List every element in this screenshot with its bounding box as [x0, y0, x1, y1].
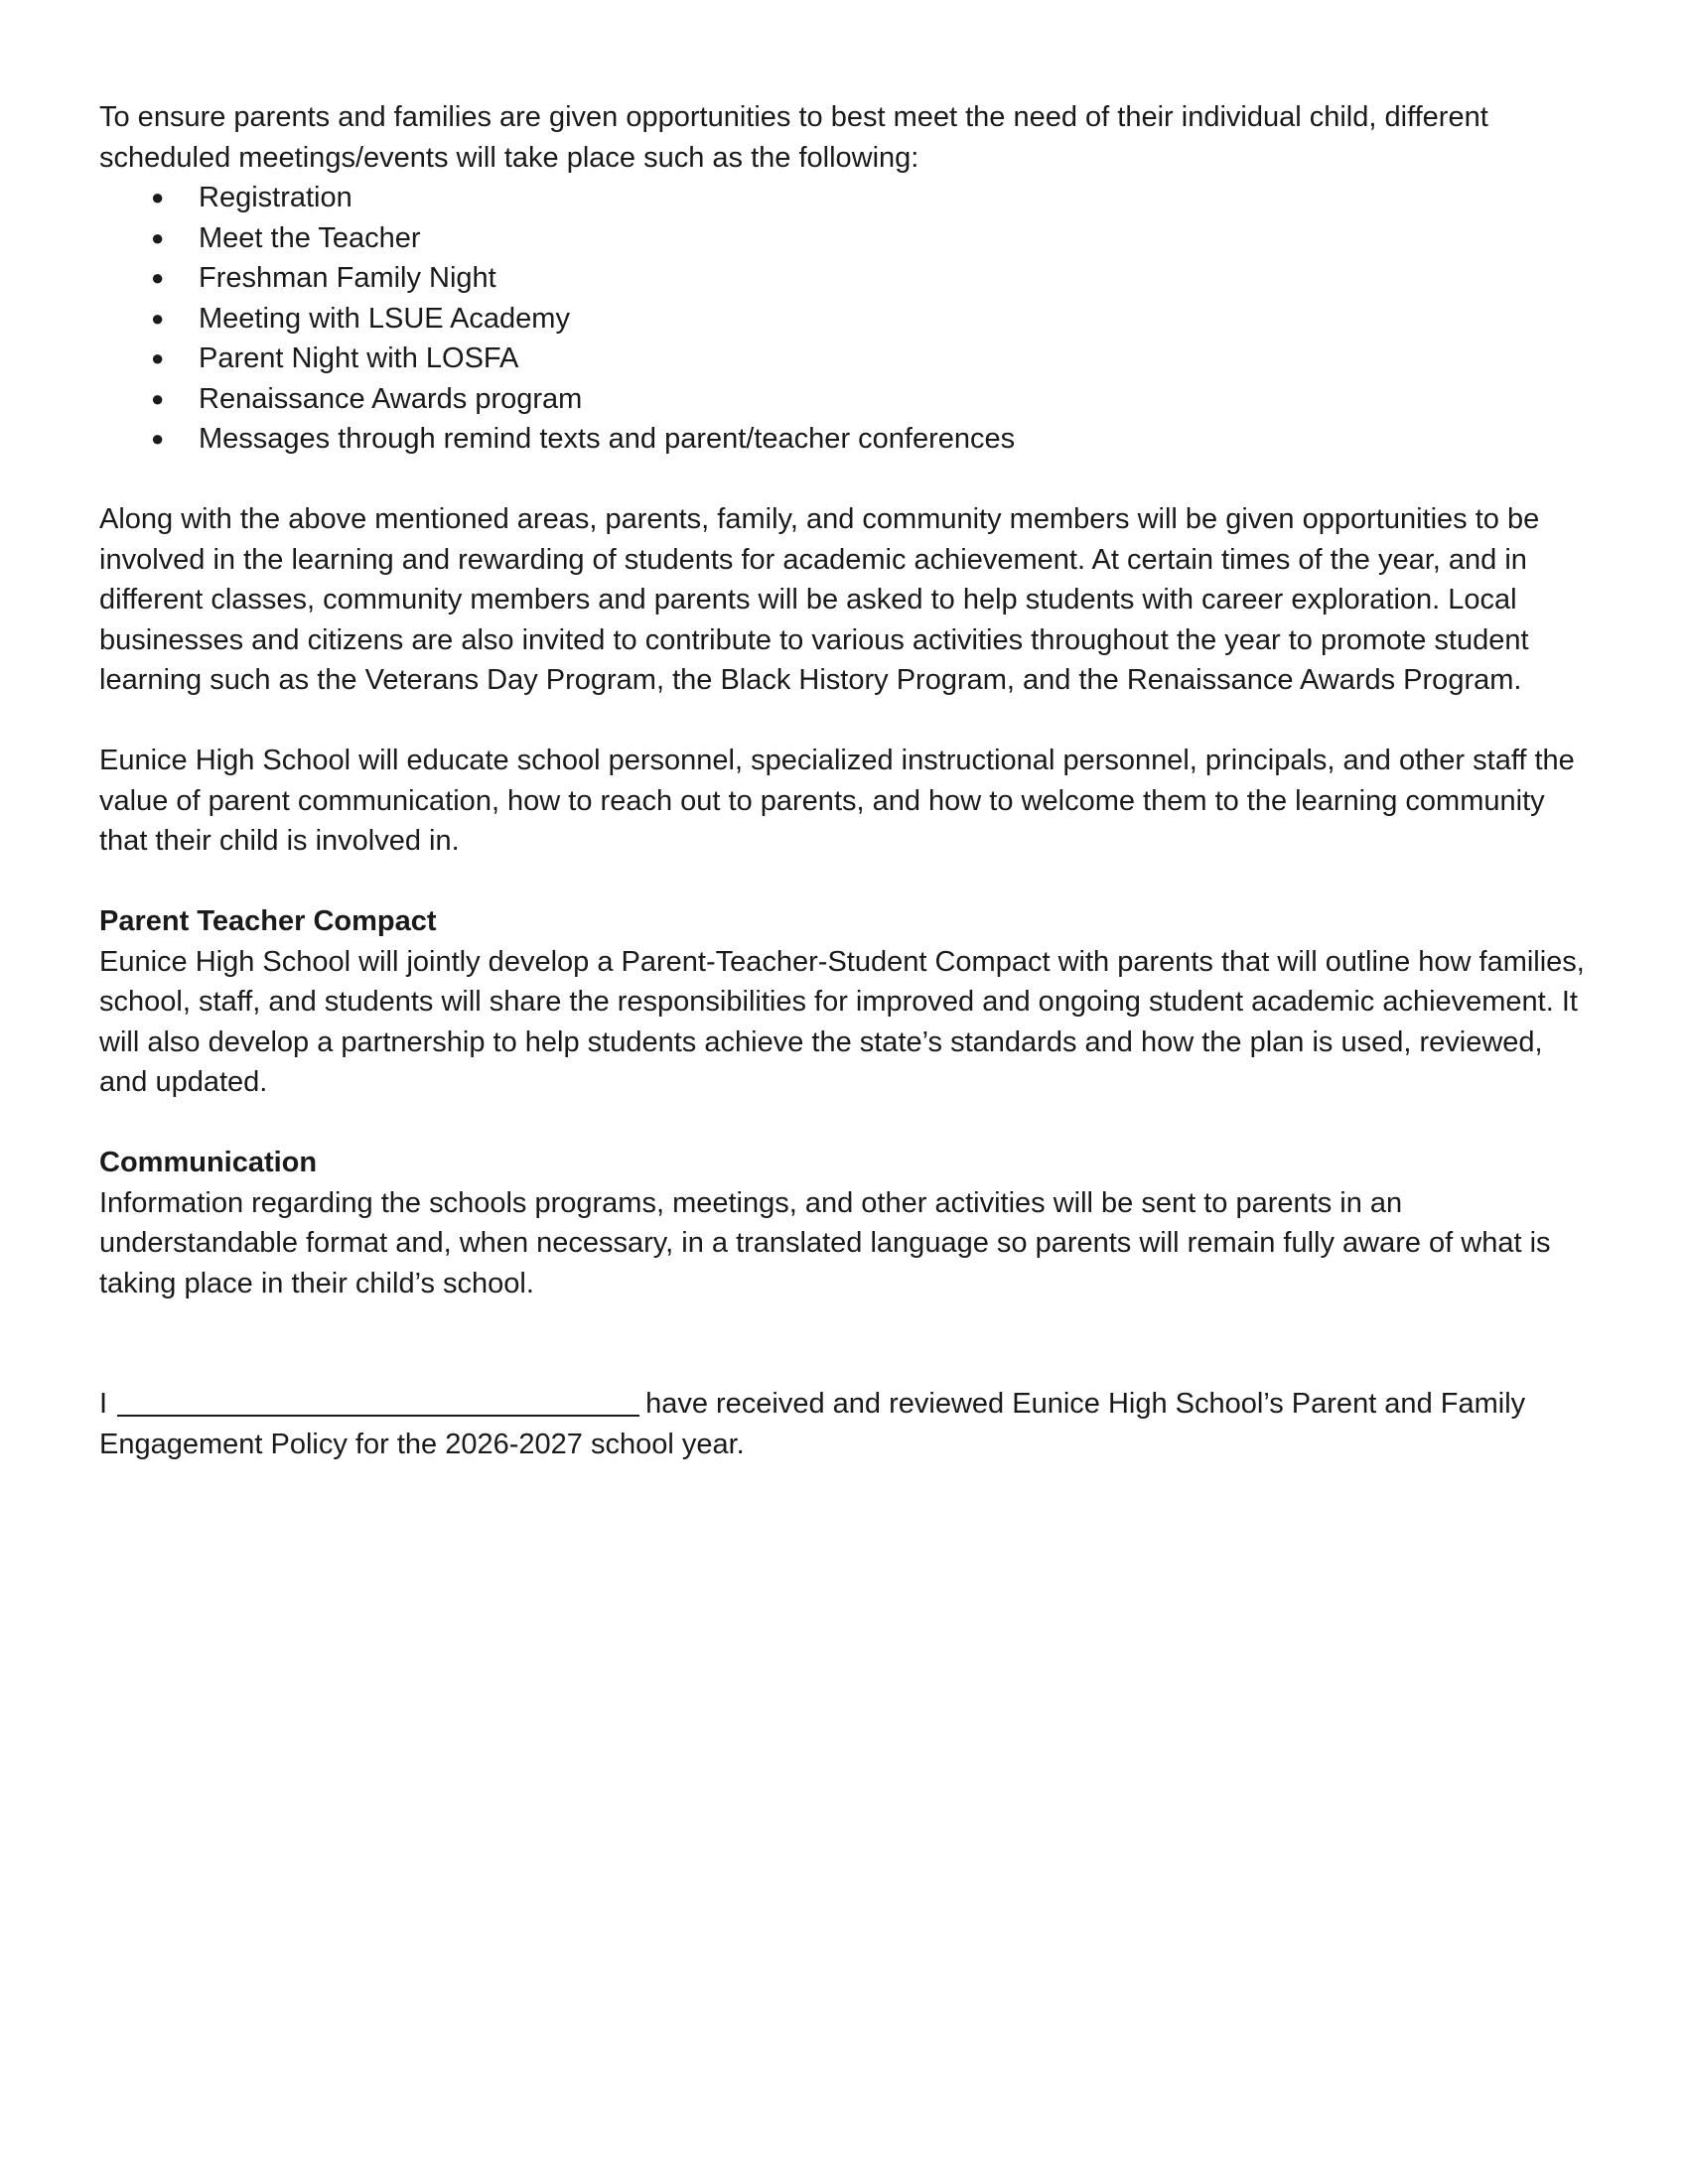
spacer: [99, 1303, 1589, 1344]
list-item: [99, 299, 1589, 340]
event-label: Freshman Family Night: [199, 262, 496, 294]
bullet-icon: ●: [151, 385, 165, 411]
list-item: [99, 419, 1589, 460]
spacer: [99, 1344, 1589, 1385]
acknowledgement-suffix: have received and reviewed Eunice High School’s Parent and Family Engagement Policy for the 2026-2027 school year.: [99, 1388, 1526, 1460]
bullet-icon: ●: [151, 345, 165, 370]
spacer: [99, 1103, 1589, 1144]
document-page: [99, 97, 1589, 1464]
compact-paragraph: Eunice High School will jointly develop a Parent-Teacher-Student Compact with parents that will outline how families, school, staff, and students will share the responsibilities for improved and ongoing student academic achievement. It will also develop a partnership to help students achieve the state’s standards and how the plan is used, reviewed, and updated.: [99, 945, 1585, 1098]
bullet-icon: ●: [151, 265, 165, 290]
community-paragraph: Along with the above mentioned areas, parents, family, and community members will be given opportunities to be involved in the learning and rewarding of students for academic achievement. At certain times of the year, and in different classes, community members and parents will be asked to help students with career exploration. Local businesses and citizens are also invited to contribute to various activities throughout the year to promote student learning such as the Veterans Day Program, the Black History Program, and the Renaissance Awards Program.: [99, 503, 1540, 696]
bullet-icon: ●: [151, 426, 165, 451]
list-item: [99, 339, 1589, 379]
list-item: [99, 218, 1589, 259]
communication-heading: Communication: [99, 1147, 318, 1178]
acknowledgement-statement: [99, 1384, 1589, 1464]
acknowledgement-prefix: I: [99, 1388, 108, 1420]
bullet-icon: ●: [151, 224, 165, 250]
signature-line[interactable]: [117, 1385, 639, 1417]
events-list: [99, 178, 1589, 460]
bullet-icon: ●: [151, 305, 165, 331]
event-label: Registration: [199, 182, 352, 213]
event-label: Messages through remind texts and parent/teacher conferences: [199, 423, 1016, 455]
intro-paragraph: To ensure parents and families are given opportunities to best meet the need of their individual child, different scheduled meetings/events will take place such as the following:: [99, 101, 1488, 174]
spacer: [99, 460, 1589, 500]
list-item: [99, 258, 1589, 299]
list-item: [99, 178, 1589, 218]
event-label: Meet the Teacher: [199, 221, 421, 254]
spacer: [99, 862, 1589, 902]
spacer: [99, 701, 1589, 742]
list-item: [99, 379, 1589, 420]
event-label: Parent Night with LOSFA: [199, 342, 519, 374]
compact-heading: Parent Teacher Compact: [99, 905, 437, 937]
event-label: Meeting with LSUE Academy: [199, 302, 570, 335]
communication-paragraph: Information regarding the schools programs, meetings, and other activities will be sent to parents in an understandable format and, when necessary, in a translated language so parents will remain fully aware of what is taking place in their child’s school.: [99, 1186, 1551, 1299]
staff-paragraph: Eunice High School will educate school personnel, specialized instructional personnel, principals, and other staff the value of parent communication, how to reach out to parents, and how to welcome them to the learning community that their child is involved in.: [99, 745, 1575, 857]
event-label: Renaissance Awards program: [199, 382, 583, 415]
bullet-icon: ●: [151, 185, 165, 209]
